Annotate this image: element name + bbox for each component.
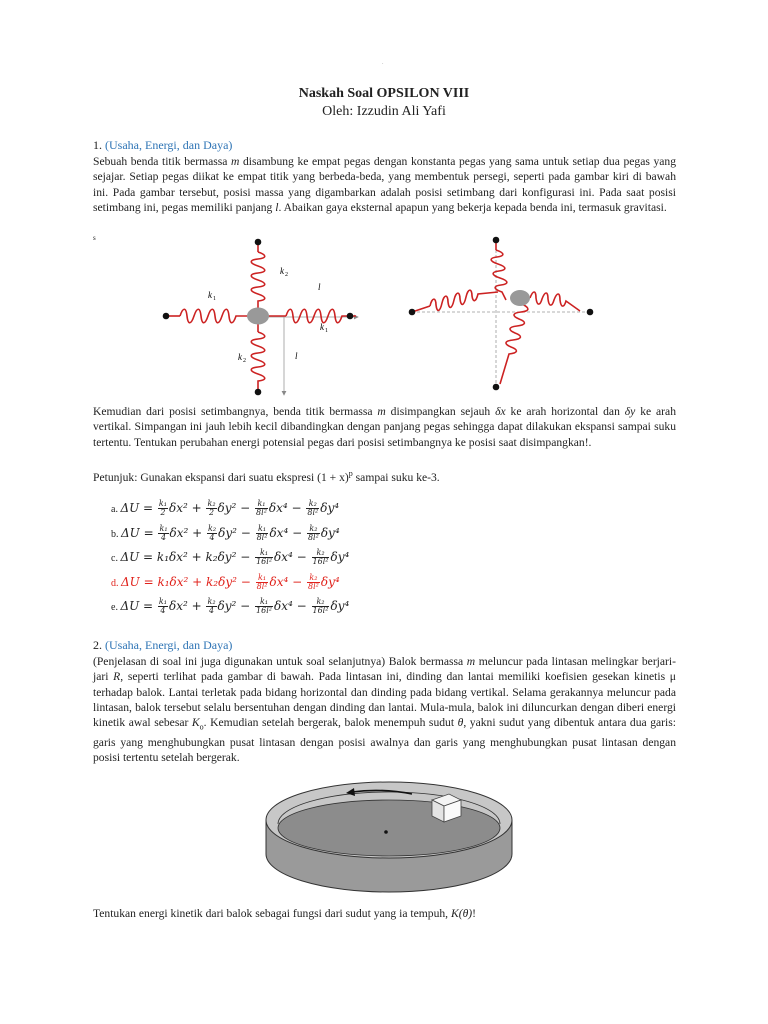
option-equation: ΔU = $\frac{\text{k₁}}{2}$ δx² + $\frac{\text{k₂}}{2}$ δy² − $\frac{\text{k₁}}{\text{8l²}}$ δx⁴ − $\frac{\text{k₂}}{\text{8l²}}$ δy⁴ <box>120 499 340 517</box>
term-fraction: $\frac{\text{k₂}}{\text{16l²}}$ <box>312 597 329 615</box>
svg-text:l: l <box>318 282 321 292</box>
option-label: c. <box>111 553 121 564</box>
svg-text:l: l <box>295 351 298 361</box>
term-fraction: $\frac{\text{k₂}}{4}$ <box>207 597 216 615</box>
q1-number: 1. <box>93 138 102 152</box>
svg-text:k: k <box>208 290 212 300</box>
term-fraction: $\frac{\text{k₂}}{4}$ <box>208 523 217 542</box>
option-equation: ΔU = $\frac{\text{k₁}}{4}$ δx² + $\frac{\text{k₂}}{4}$ δy² − $\frac{\text{k₁}}{\text{8l²}}$ δx⁴ − $\frac{\text{k₂}}{\text{8l²}}$ δy⁴ <box>121 523 340 542</box>
document-author: Oleh: Izzudin Ali Yafi <box>322 104 446 119</box>
q1-body: Kemudian dari posisi setimbangnya, benda titik bermassa m disimpangkan sejauh δx ke arah horizontal dan δy ke arah vertikal. Simpangan ini jauh lebih kecil dibandingkan dengan panjang pegas sehingga dapat dilakukan ekspansi sampai suku tertentu. Tentukan perubahan energi potensial pegas dari posisi setimbangnya ke posisi saat disimpangkan!. <box>93 405 676 449</box>
term-fraction: $\frac{\text{k₂}}{\text{16l²}}$ <box>312 548 329 566</box>
q1-options <box>111 497 349 620</box>
term-fraction: $\frac{\text{k₁}}{\text{8l²}}$ <box>256 523 268 542</box>
svg-text:2: 2 <box>243 358 246 364</box>
option-d[interactable] <box>111 571 349 596</box>
circular-track-figure <box>262 778 516 896</box>
spring-figure <box>150 232 610 402</box>
option-equation: ΔU = k₁δx² + k₂δy² − $\frac{\text{k₁}}{\text{16l²}}$ δx⁴ − $\frac{\text{k₂}}{\text{16l²}}$ δy⁴ <box>120 548 350 566</box>
option-b[interactable] <box>111 522 349 547</box>
term-fraction: $\frac{\text{k₂}}{\text{8l²}}$ <box>307 572 319 591</box>
term-fraction: $\frac{\text{k₁}}{\text{16l²}}$ <box>256 548 273 566</box>
term-fraction: $\frac{\text{k₁}}{4}$ <box>158 597 167 615</box>
term-fraction: $\frac{\text{k₁}}{\text{8l²}}$ <box>256 499 267 517</box>
option-e[interactable] <box>111 595 349 620</box>
q1-intro: Sebuah benda titik bermassa m disambung ke empat pegas dengan konstanta pegas yang sama untuk setiap dua pegas yang sejajar. Setiap pegas diikat ke empat titik yang berbeda-beda, yang membentuk persegi, seperti pada gambar kiri di bawah ini. Pada gambar tersebut, posisi massa yang digambarkan adalah posisi setimbang dari konfigurasi ini. Pada saat posisi setimbang ini, pegas memiliki panjang l. Abaikan gaya eksternal apapun yang bekerja kepada benda ini, termasuk gravitasi. <box>93 155 676 214</box>
term-fraction: $\frac{\text{k₂}}{\text{8l²}}$ <box>307 499 319 517</box>
q2-question: Tentukan energi kinetik dari balok sebagai fungsi dari sudut yang ia tempuh, K(θ)! <box>93 907 476 920</box>
right-configuration <box>409 237 594 391</box>
term-fraction: $\frac{\text{k₂}}{\text{8l²}}$ <box>307 523 319 542</box>
svg-text:1: 1 <box>325 328 328 334</box>
left-configuration <box>163 239 358 396</box>
term-fraction: $\frac{\text{k₁}}{\text{8l²}}$ <box>256 572 268 591</box>
term-fraction: $\frac{\text{k₁}}{4}$ <box>159 523 168 542</box>
svg-text:k: k <box>238 352 242 362</box>
svg-text:k: k <box>280 266 284 276</box>
q2-heading <box>93 638 232 653</box>
svg-text:2: 2 <box>285 272 288 278</box>
term-fraction: $\frac{\text{k₁}}{\text{16l²}}$ <box>256 597 272 615</box>
option-label: d. <box>111 577 121 589</box>
option-label: b. <box>111 528 121 540</box>
term-fraction: $\frac{\text{k₂}}{2}$ <box>207 499 216 517</box>
top-dot: . <box>382 60 384 66</box>
option-c[interactable] <box>111 546 349 571</box>
option-equation: ΔU = k₁δx² + k₂δy² − $\frac{\text{k₁}}{\text{8l²}}$ δx⁴ − $\frac{\text{k₂}}{\text{8l²}}$ δy⁴ <box>121 572 340 591</box>
q1-heading <box>93 138 232 153</box>
q2-body: (Penjelasan di soal ini juga digunakan untuk soal selanjutnya) Balok bermassa m meluncur pada lintasan melingkar berjari-jari R, seperti terlihat pada gambar di bawah. Pada lintasan ini, dinding dan lantai memiliki koefisien gesekan kinetis μ terhadap balok. Lantai terletak pada bidang horizontal dan dinding pada bidang vertikal. Selama gerakannya meluncur pada lintasan, balok tersebut selalu bersentuhan dengan dinding dan lantai. Mula-mula, balok ini diluncurkan dengan diberi energi kinetik awal sebesar $K_o$. Kemudian setelah bergerak, balok menempuh sudut θ, yakni sudut yang dibentuk antara dua garis: garis yang menghubungkan pusat lintasan dengan posisi awalnya dan garis yang menghubungkan pusat lintasan dengan posisi tertentu setelah bergerak. <box>93 655 676 765</box>
option-a[interactable] <box>111 497 349 522</box>
q1-topic: (Usaha, Energi, dan Daya) <box>105 138 233 152</box>
q1-hint: Petunjuk: Gunakan ekspansi dari suatu ekspresi $(1 + x)^p$ sampai suku ke-3. <box>93 469 440 484</box>
option-equation: ΔU = $\frac{\text{k₁}}{4}$ δx² + $\frac{\text{k₂}}{4}$ δy² − $\frac{\text{k₁}}{\text{16l²}}$ δx⁴ − $\frac{\text{k₂}}{\text{16l²}}$ δy⁴ <box>120 597 350 615</box>
stray-mark: s <box>93 234 96 242</box>
q2-topic: (Usaha, Energi, dan Daya) <box>105 638 233 652</box>
term-fraction: $\frac{\text{k₁}}{2}$ <box>158 499 167 517</box>
q2-number: 2. <box>93 638 102 652</box>
svg-text:1: 1 <box>213 296 216 302</box>
svg-text:k: k <box>320 322 324 332</box>
option-label: e. <box>111 602 121 613</box>
sliding-block <box>432 794 461 822</box>
document-title: Naskah Soal OPSILON VIII <box>298 86 470 101</box>
option-label: a. <box>111 504 121 515</box>
